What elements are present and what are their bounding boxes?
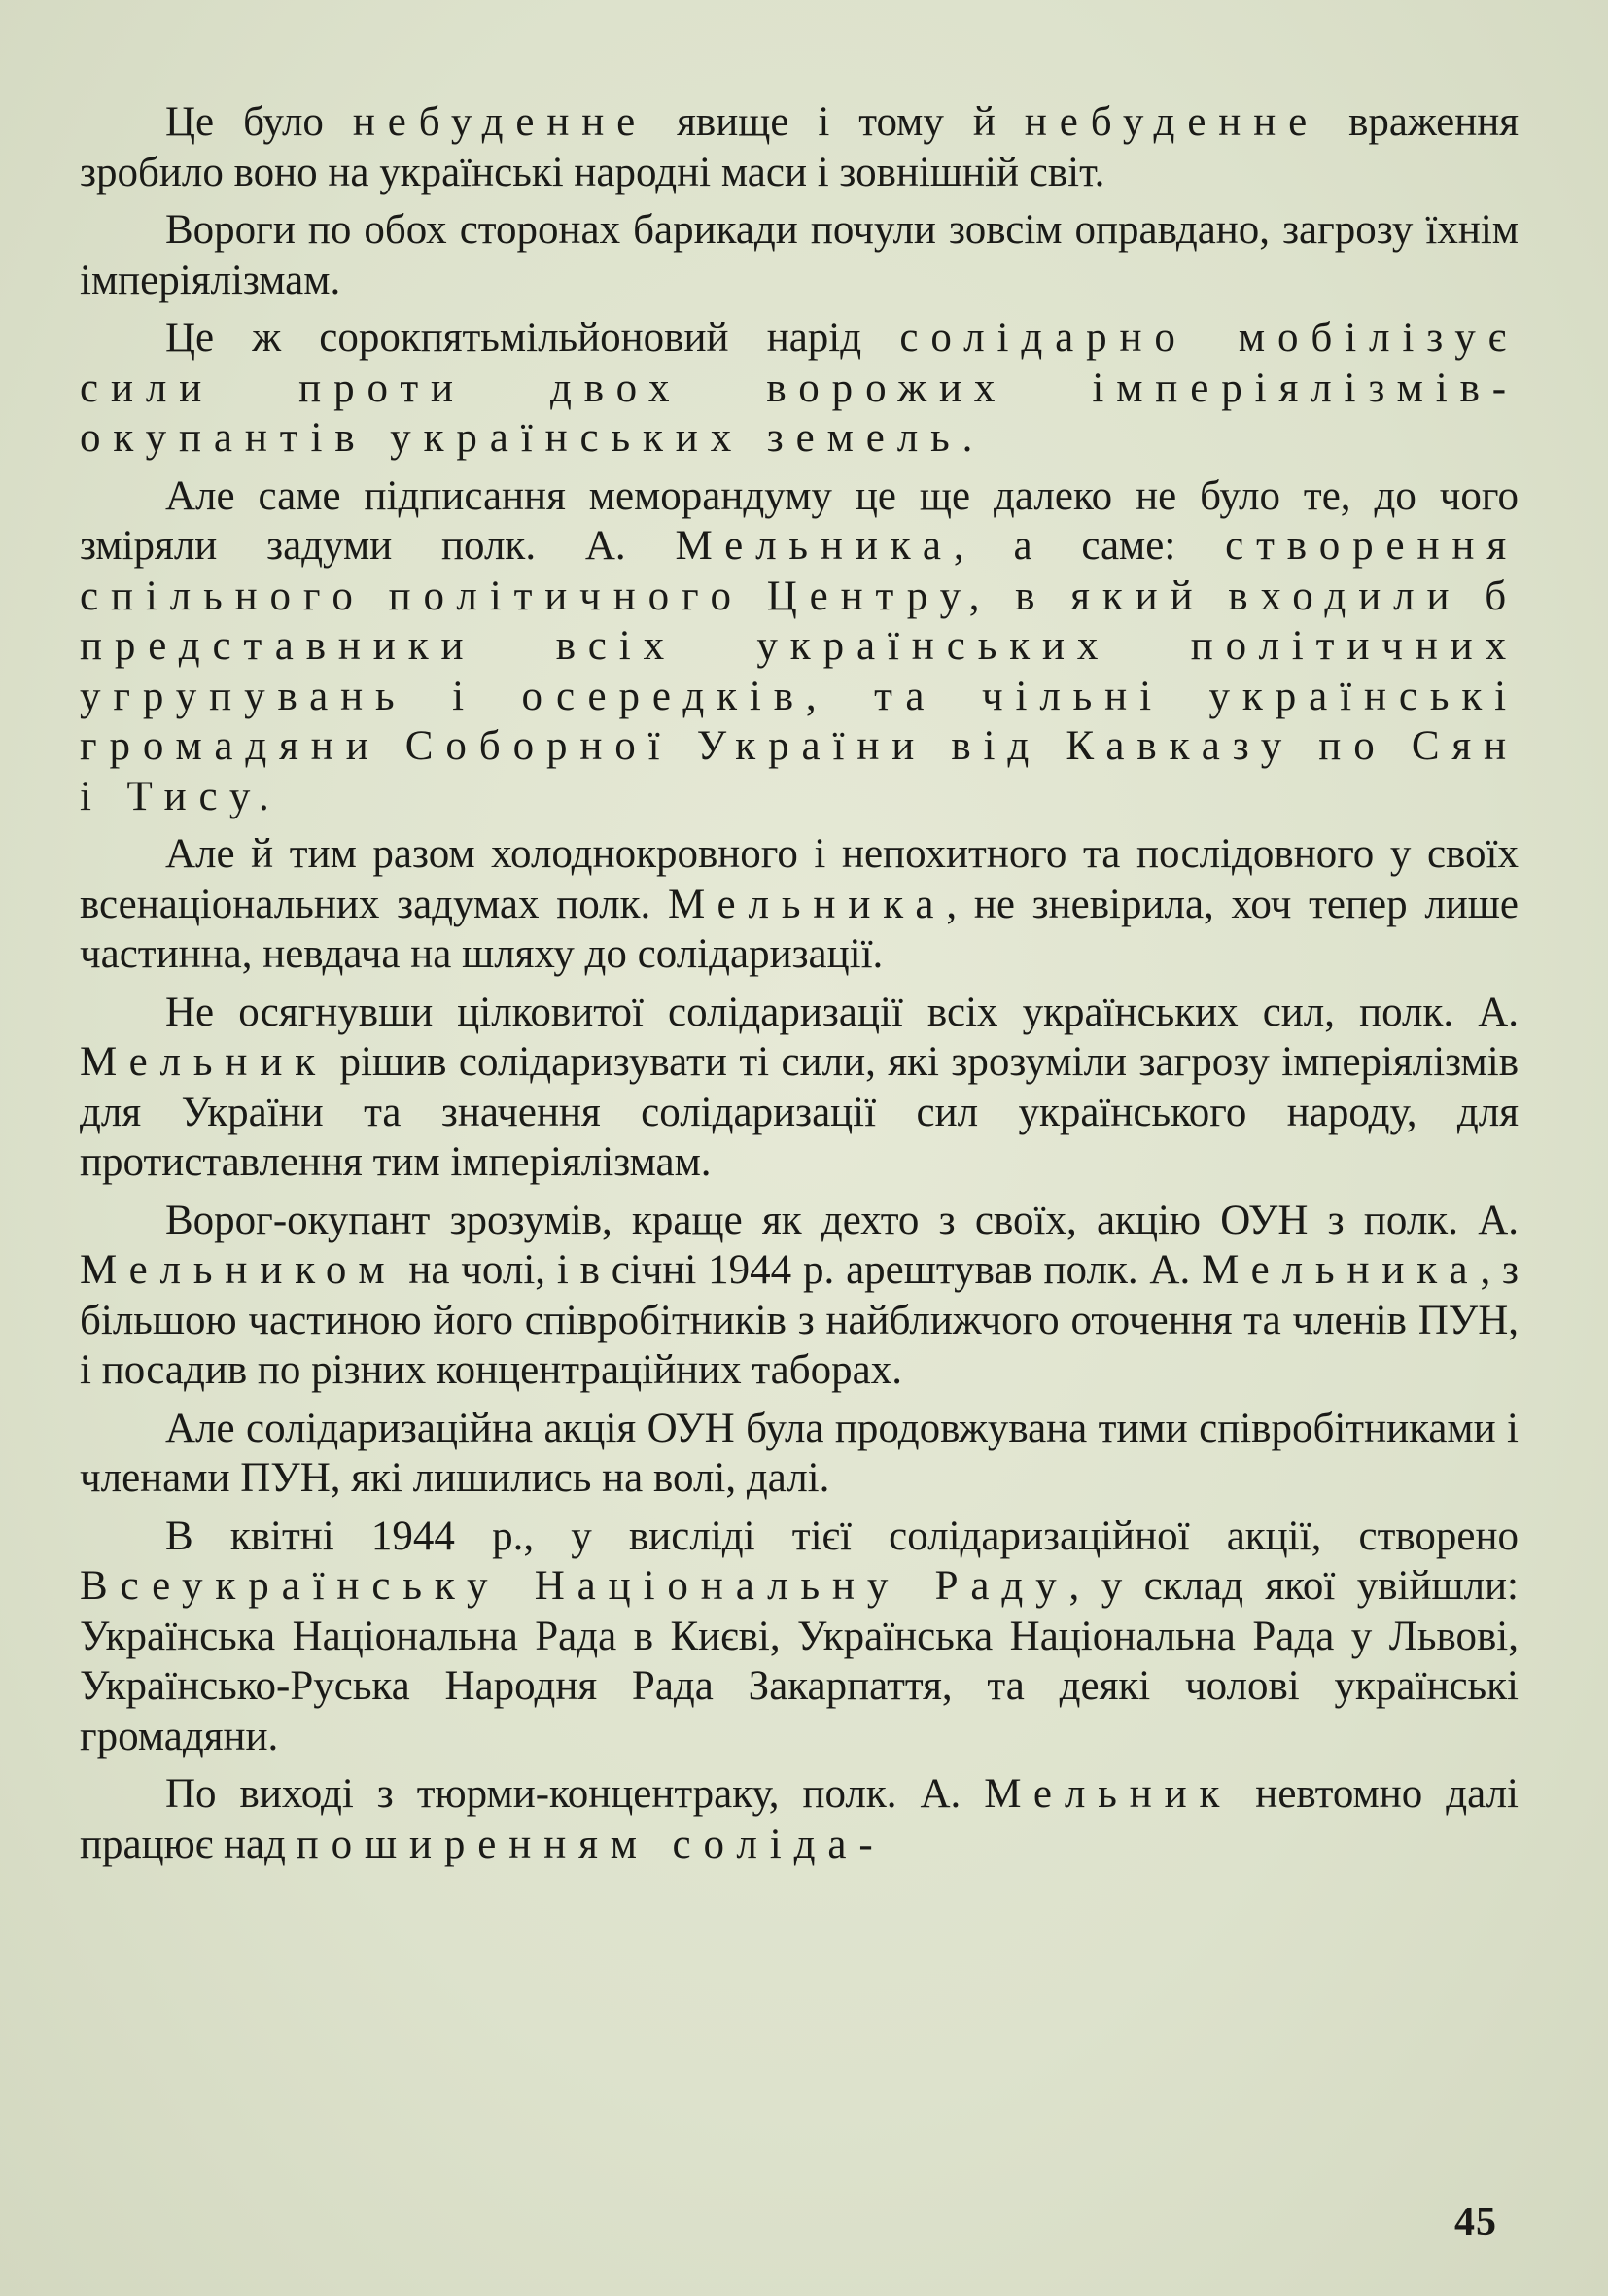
paragraph-6 [80,988,1519,1188]
text-run: Але й тим разом холоднокровного і непохитного та послідовного у своїх всенаціональних задумах полк. [80,831,1519,927]
text-run: явище і тому й [647,99,1025,145]
spaced-text-run: Всеукраїнську Національну Раду [80,1563,1069,1609]
spaced-text-run: Мельник [984,1771,1233,1817]
paragraph-7 [80,1196,1519,1396]
text-run: Ворог-окупант зрозумів, краще як дехто з своїх, акцію ОУН з полк. А. [165,1197,1519,1243]
text-run: Це було [165,99,353,145]
page-text [80,97,1519,1877]
spaced-text-run: небуденне [1024,99,1320,145]
spaced-text-run: поширенням соліда- [296,1821,886,1867]
paragraph-3 [80,313,1519,464]
spaced-text-run: Мельником [80,1247,398,1293]
spaced-text-run: Мельника [1202,1247,1481,1293]
text-run: Не осягнувши цілковитої солідаризації всіх українських сил, полк. А. [165,989,1519,1035]
paragraph-10 [80,1769,1519,1869]
text-run: на чолі, і в січні 1944 р. арештував полк. А. [397,1247,1203,1293]
text-run: , не зневірила, хоч тепер лише частинна, невдача на шляху до солідаризації. [80,881,1519,977]
spaced-text-run: створення спільного політичного Центру, в який входили б представники всіх українських політичних угрупувань і осередків, та чільні українські громадяни Соборної України від Кавказу по Сян і Тису. [80,523,1519,819]
paragraph-1 [80,97,1519,197]
spaced-text-run: небуденне [352,99,648,145]
text-run: враження зробило воно на українські народні маси і зовнішній світ. [80,99,1519,195]
text-run: Але саме підписання меморандуму це ще далеко не було те, до чого зміряли задуми полк. А. [80,472,1519,569]
text-run: По виході з тюрми-концентраку, полк. А. [165,1771,985,1817]
text-run: невтомно далі працює над [80,1771,1519,1867]
spaced-text-run: Мельника [675,523,954,569]
paragraph-8 [80,1404,1519,1504]
text-run: В квітні 1944 р., у висліді тієї солідаризаційної акції, створено [165,1513,1519,1559]
text-run: , а саме: [953,523,1226,569]
text-run: , у склад якої увійшли: Українська Національна Рада в Києві, Українська Національна Рада у Львові, Українсько-Руська Народня Рада Закарпаття, та деякі чолові українські громадяни. [80,1563,1519,1759]
text-run: , з більшою частиною його співробітників з найближчого оточення та членів ПУН, і посадив по різних концентраційних таборах. [80,1247,1520,1393]
paragraph-5 [80,829,1519,980]
spaced-text-run: Мельник [80,1039,329,1085]
paragraph-2 [80,205,1519,305]
spaced-text-run: Мельника [667,881,947,927]
text-run: Але солідаризаційна акція ОУН була продовжувана тими співробітниками і членами ПУН, які лишились на волі, далі. [80,1405,1519,1501]
text-run: Це ж сорокпятьмільйоновий нарід [165,315,900,361]
spaced-text-run: солідарно мобілізує сили проти двох ворожих імперіялізмів-окупантів українських земель. [80,315,1520,461]
paragraph-4 [80,471,1519,822]
text-run: Вороги по обох сторонах барикади почули зовсім оправдано, загрозу їхнім імперіялізмам. [80,207,1519,303]
page-number: 45 [1454,2200,1497,2244]
paragraph-9 [80,1512,1519,1762]
text-run: рішив солідаризувати ті сили, які зрозуміли загрозу імперіялізмів для України та значення солідаризації сил українського народу, для протиставлення тим імперіялізмам. [80,1039,1519,1185]
